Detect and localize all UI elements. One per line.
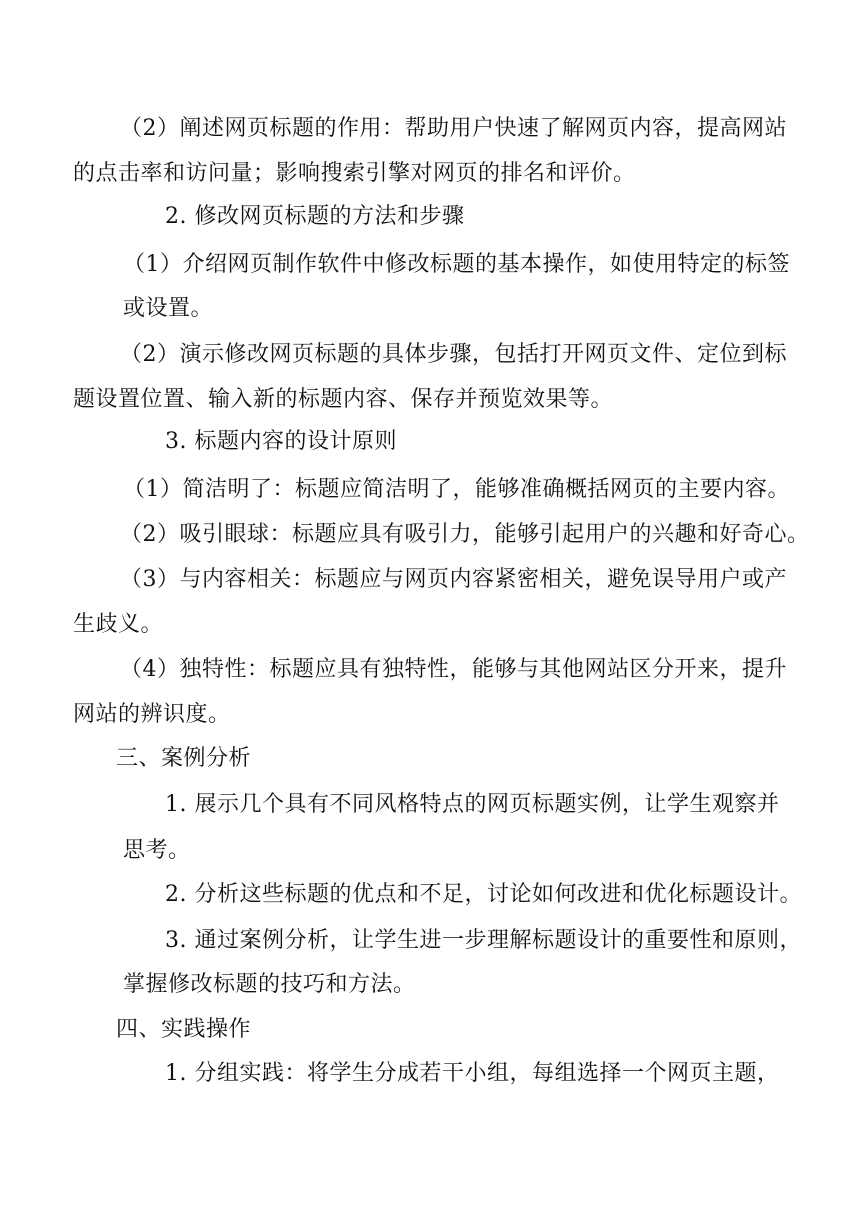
text-line: 生歧义。 — [73, 612, 164, 637]
text-line: 题设置位置、输入新的标题内容、保存并预览效果等。 — [73, 387, 614, 412]
text-line: （2）演示修改网页标题的具体步骤，包括打开网页文件、定位到标 — [120, 342, 787, 367]
text-line: 1. 展示几个具有不同风格特点的网页标题实例，让学生观察并 — [165, 792, 780, 817]
text-line: 1. 分组实践：将学生分成若干小组，每组选择一个网页主题， — [165, 1061, 780, 1086]
text-line: （2）阐述网页标题的作用：帮助用户快速了解网页内容，提高网站 — [120, 116, 787, 141]
section-heading: 3. 标题内容的设计原则 — [165, 429, 397, 454]
text-line: 网站的辨识度。 — [73, 702, 231, 727]
text-line: 的点击率和访问量；影响搜索引擎对网页的排名和评价。 — [73, 161, 636, 186]
text-line: （4）独特性：标题应具有独特性，能够与其他网站区分开来，提升 — [120, 657, 787, 682]
text-line: （1）简洁明了：标题应简洁明了，能够准确概括网页的主要内容。 — [123, 477, 790, 502]
text-line: 或设置。 — [123, 296, 214, 321]
text-line: 思考。 — [123, 838, 191, 863]
text-line: 2. 分析这些标题的优点和不足，讨论如何改进和优化标题设计。 — [165, 882, 802, 907]
text-line: （1）介绍网页制作软件中修改标题的基本操作，如使用特定的标签 — [123, 252, 790, 277]
chapter-heading: 三、案例分析 — [116, 746, 252, 771]
text-line: （2）吸引眼球：标题应具有吸引力，能够引起用户的兴趣和好奇心。 — [120, 522, 810, 547]
text-line: 3. 通过案例分析，让学生进一步理解标题设计的重要性和原则， — [165, 928, 802, 953]
text-line: 掌握修改标题的技巧和方法。 — [123, 972, 416, 997]
section-heading: 2. 修改网页标题的方法和步骤 — [165, 204, 465, 229]
chapter-heading: 四、实践操作 — [116, 1017, 252, 1042]
text-line: （3）与内容相关：标题应与网页内容紧密相关，避免误导用户或产 — [120, 567, 787, 592]
